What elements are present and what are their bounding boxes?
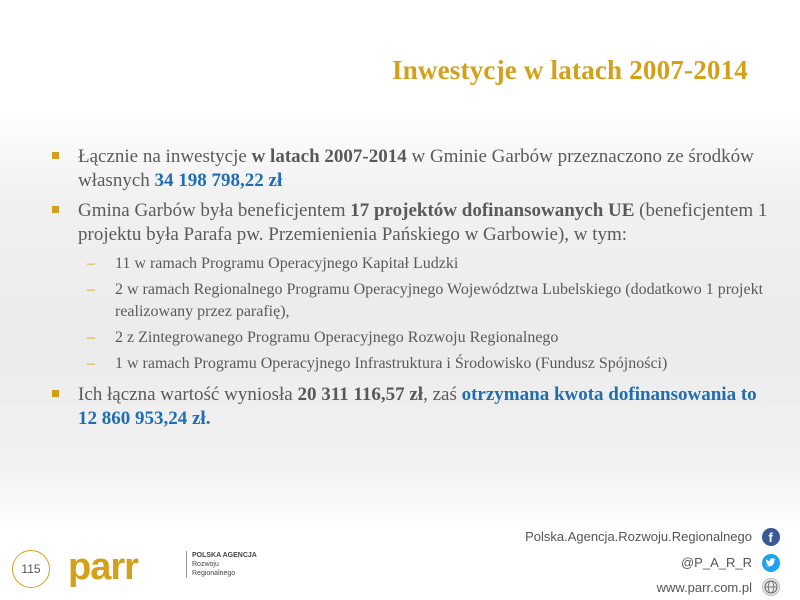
bullet-beneficiary — [50, 199, 770, 247]
footer-website-link[interactable]: www.parr.com.pl — [656, 580, 752, 595]
logo-line-2: Rozwoju — [192, 561, 219, 568]
logo-line-1: POLSKA AGENCJA — [192, 552, 257, 559]
bullet-text: , zaś — [423, 384, 462, 405]
sub-bullet — [50, 253, 770, 275]
footer-twitter-link[interactable]: @P_A_R_R — [680, 555, 752, 570]
twitter-icon[interactable] — [762, 554, 780, 572]
page-number: 115 — [12, 550, 50, 588]
bullet-text: w Gminie Garbów przeznaczono ze środków własnych — [78, 146, 754, 191]
bullet-square-icon — [52, 206, 59, 213]
sub-bullet — [50, 353, 770, 375]
dash-icon: – — [87, 281, 95, 298]
bullet-square-icon — [52, 152, 59, 159]
sub-bullet — [50, 279, 770, 323]
logo-caption — [186, 551, 257, 578]
sub-bullet-text: 11 w ramach Programu Operacyjnego Kapitał Ludzki — [115, 255, 459, 272]
parr-logo — [68, 548, 180, 593]
footer-agency-link[interactable]: Polska.Agencja.Rozwoju.Regionalnego — [525, 529, 752, 544]
bullet-square-icon — [52, 390, 59, 397]
sub-bullet-text: 1 w ramach Programu Operacyjnego Infrastruktura i Środowisko (Fundusz Spójności) — [115, 355, 668, 372]
facebook-icon[interactable] — [762, 528, 780, 546]
logo-line-3: Regionalnego — [192, 570, 236, 577]
bullet-text: (beneficjentem 1 projektu była Parafa pw. Przemienienia Pańskiego w Garbowie), w tym: — [78, 200, 768, 245]
dash-icon: – — [87, 355, 95, 372]
sub-bullet — [50, 327, 770, 349]
bullet-bold-value: 20 311 116,57 zł — [297, 384, 424, 405]
bullet-funding-amount: otrzymana kwota dofinansowania to 12 860 953,24 zł. — [78, 384, 757, 429]
svg-text:f: f — [768, 530, 773, 545]
globe-icon[interactable] — [762, 578, 780, 596]
dash-icon: – — [87, 255, 95, 272]
sub-bullet-text: 2 z Zintegrowanego Programu Operacyjnego Rozwoju Regionalnego — [115, 329, 559, 346]
bullet-bold-years: w latach 2007-2014 — [251, 146, 407, 167]
slide-content — [50, 145, 770, 437]
logo-wordmark: parr — [68, 548, 138, 588]
dash-icon: – — [87, 329, 95, 346]
bullet-text: Gmina Garbów była beneficjentem — [78, 200, 351, 221]
bullet-bold-projects: 17 projektów dofinansowanych UE — [350, 200, 635, 221]
bullet-text: Ich łączna wartość wyniosła — [78, 384, 298, 405]
bullet-investments-total — [50, 145, 770, 193]
sub-bullet-text: 2 w ramach Regionalnego Programu Operacyjnego Województwa Lubelskiego (dodatkowo 1 projekt realizowany przez parafię), — [115, 281, 764, 320]
bullet-text: Łącznie na inwestycje — [78, 146, 252, 167]
slide-title: Inwestycje w latach 2007-2014 — [392, 55, 748, 85]
bullet-total-value — [50, 383, 770, 431]
bullet-amount: 34 198 798,22 zł — [154, 170, 283, 191]
